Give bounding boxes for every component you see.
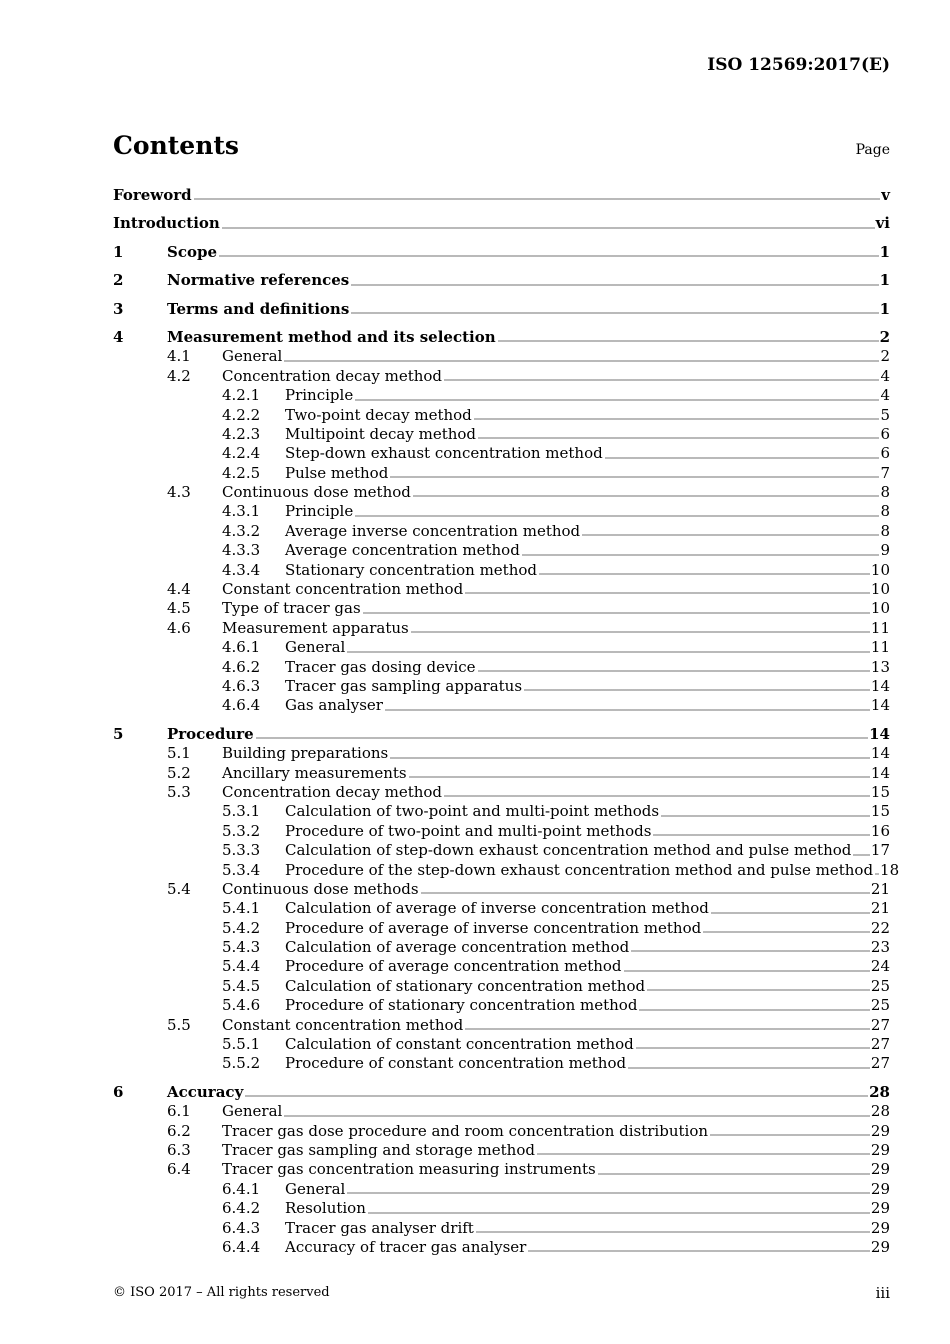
toc-entry-page: 18 [880, 860, 900, 879]
toc-entry-page: 11 [870, 638, 890, 657]
toc-entry[interactable] [113, 977, 890, 996]
toc-entry-number: 4.6.1 [222, 638, 261, 657]
toc-entry[interactable] [113, 638, 890, 657]
toc-leader-dots [284, 350, 879, 362]
toc-leader-dots [636, 1037, 870, 1049]
toc-entry-page: 25 [870, 976, 890, 995]
toc-entry-page: 11 [870, 618, 890, 637]
toc-entry[interactable] [113, 696, 890, 715]
toc-entry-page: 14 [870, 696, 890, 715]
toc-entry-page: 29 [870, 1179, 890, 1198]
toc-entry-number: 5.5 [167, 1015, 191, 1034]
toc-leader-dots [385, 699, 870, 711]
toc-entry-page: 2 [879, 327, 890, 346]
toc-entry-page: 28 [870, 1102, 890, 1121]
toc-entry-title: Building preparations [222, 744, 389, 763]
toc-entry-page: 4 [880, 366, 890, 385]
toc-entry[interactable] [113, 744, 890, 763]
toc-leader-dots [194, 188, 881, 200]
toc-entry-page: v [881, 186, 890, 204]
toc-leader-dots [476, 1221, 870, 1233]
toc-entry[interactable] [113, 1219, 890, 1238]
toc-leader-dots [522, 544, 880, 556]
toc-leader-dots [582, 524, 879, 536]
toc-leader-dots [653, 824, 869, 836]
toc-leader-dots [347, 641, 870, 653]
toc-entry-title: Constant concentration method [222, 1015, 464, 1034]
toc-entry[interactable] [113, 580, 890, 599]
toc-entry[interactable] [113, 1141, 890, 1160]
toc-leader-dots [661, 805, 870, 817]
toc-entry-number: 5.3.1 [222, 802, 261, 821]
toc-entry-number: 5.4.4 [222, 957, 261, 976]
toc-entry-title: Foreword [113, 186, 192, 204]
toc-leader-dots [703, 921, 870, 933]
toc-entry-title: Measurement method and its selection [167, 327, 496, 346]
toc-leader-dots [605, 447, 880, 459]
toc-entry-number: 4.2.5 [222, 463, 261, 482]
toc-entry-page: 14 [870, 676, 890, 695]
document-header-id: ISO 12569:2017(E) [707, 55, 890, 75]
toc-entry-number: 4.6.4 [222, 696, 261, 715]
toc-entry-page: 4 [880, 386, 890, 405]
toc-leader-dots [710, 1124, 870, 1136]
toc-entry-title: Procedure [167, 724, 254, 743]
toc-entry-title: Principle [285, 386, 354, 405]
toc-entry-number: 4.2 [167, 366, 191, 385]
toc-entry-page: 6 [880, 424, 890, 443]
toc-entry[interactable] [113, 1054, 890, 1073]
toc-entry[interactable] [113, 243, 890, 262]
toc-entry-title: General [222, 1102, 283, 1121]
toc-entry[interactable] [113, 541, 890, 560]
toc-entry-title: Multipoint decay method [285, 424, 477, 443]
toc-entry-number: 4.6 [167, 618, 191, 637]
toc-leader-dots [465, 582, 870, 594]
toc-entry[interactable] [113, 1199, 890, 1218]
contents-title: Contents [113, 131, 240, 160]
toc-entry-page: 15 [870, 802, 890, 821]
page-column-label: Page [855, 142, 890, 158]
toc-entry-page: 1 [879, 242, 890, 261]
toc-entry-number: 5.2 [167, 763, 191, 782]
toc-entry-number: 2 [113, 271, 124, 290]
toc-entry-number: 6.4 [167, 1160, 191, 1179]
toc-entry-number: 5.4.2 [222, 918, 261, 937]
toc-entry-number: 5.3.2 [222, 821, 261, 840]
toc-entry-number: 5.1 [167, 744, 191, 763]
toc-entry-title: Accuracy [167, 1082, 244, 1101]
toc-entry[interactable] [113, 1083, 890, 1102]
toc-entry-title: Introduction [113, 214, 220, 233]
toc-leader-dots [628, 1057, 870, 1069]
toc-entry-number: 6.2 [167, 1121, 191, 1140]
toc-entry-title: Calculation of two-point and multi-point methods [285, 802, 660, 821]
toc-entry-title: Procedure of average concentration method [285, 957, 622, 976]
toc-leader-dots [363, 602, 870, 614]
toc-entry[interactable] [113, 1160, 890, 1179]
toc-entry-page: 14 [869, 724, 890, 743]
toc-entry-page: 29 [870, 1237, 890, 1256]
toc-entry[interactable] [113, 899, 890, 918]
toc-entry[interactable] [113, 802, 890, 821]
toc-entry-title: Tracer gas concentration measuring instruments [222, 1160, 596, 1179]
toc-entry-number: 5.4.6 [222, 996, 261, 1015]
toc-entry-title: Average inverse concentration method [285, 521, 581, 540]
toc-leader-dots [351, 302, 878, 314]
toc-entry-title: Tracer gas sampling and storage method [222, 1140, 535, 1159]
toc-entry-title: Tracer gas sampling apparatus [285, 676, 523, 695]
toc-entry-title: Procedure of stationary concentration method [285, 996, 638, 1015]
toc-entry-page: vi [875, 214, 890, 233]
toc-entry-number: 4.2.4 [222, 444, 261, 463]
toc-entry[interactable] [113, 764, 890, 783]
toc-leader-dots [598, 1163, 870, 1175]
toc-entry-number: 4.3 [167, 483, 191, 502]
toc-entry[interactable] [113, 919, 890, 938]
toc-entry-page: 8 [880, 502, 890, 521]
toc-entry[interactable] [113, 425, 890, 444]
toc-entry-title: Calculation of average concentration method [285, 938, 630, 957]
toc-leader-dots [245, 1085, 868, 1097]
toc-entry[interactable] [113, 996, 890, 1015]
toc-entry-number: 5.5.1 [222, 1035, 261, 1054]
toc-leader-dots [390, 747, 870, 759]
toc-entry-page: 29 [870, 1121, 890, 1140]
table-of-contents [113, 186, 900, 1257]
toc-entry-page: 29 [870, 1199, 890, 1218]
toc-entry-page: 2 [880, 347, 890, 366]
toc-leader-dots [347, 1182, 870, 1194]
toc-entry-number: 6.4.3 [222, 1218, 261, 1237]
toc-entry-page: 13 [870, 657, 890, 676]
toc-entry[interactable] [113, 300, 890, 319]
toc-leader-dots [411, 621, 870, 633]
toc-leader-dots [444, 369, 879, 381]
toc-entry-title: Step-down exhaust concentration method [285, 444, 603, 463]
toc-leader-dots [498, 330, 879, 342]
toc-entry-number: 5.4.3 [222, 938, 261, 957]
toc-entry-page: 10 [870, 599, 890, 618]
toc-entry-page: 5 [880, 405, 890, 424]
toc-leader-dots [524, 679, 870, 691]
toc-entry[interactable] [113, 483, 890, 502]
toc-entry[interactable] [113, 386, 890, 405]
toc-entry-title: Continuous dose methods [222, 879, 419, 898]
toc-entry-number: 4.2.3 [222, 424, 261, 443]
toc-entry[interactable] [113, 658, 890, 677]
toc-entry[interactable] [113, 464, 890, 483]
toc-entry-title: Gas analyser [285, 696, 383, 715]
toc-entry-title: General [285, 1179, 346, 1198]
toc-entry-title: Procedure of the step-down exhaust concentration method and pulse method [285, 860, 874, 879]
toc-entry-number: 4.4 [167, 580, 191, 599]
toc-entry-page: 29 [870, 1160, 890, 1179]
toc-leader-dots [853, 844, 870, 856]
toc-leader-dots [537, 1143, 870, 1155]
toc-entry-number: 4.3.2 [222, 521, 261, 540]
toc-entry-page: 9 [880, 541, 890, 560]
toc-entry-title: Average concentration method [285, 541, 520, 560]
toc-entry-title: Measurement apparatus [222, 618, 409, 637]
toc-leader-dots [284, 1105, 870, 1117]
toc-leader-dots [351, 274, 878, 286]
toc-entry[interactable] [113, 561, 890, 580]
toc-leader-dots [647, 979, 870, 991]
toc-leader-dots [368, 1202, 870, 1214]
toc-entry-number: 5.4.5 [222, 976, 261, 995]
toc-entry-title: Scope [167, 242, 218, 261]
toc-entry-number: 4.3.4 [222, 560, 261, 579]
toc-entry[interactable] [113, 1016, 890, 1035]
toc-entry[interactable] [113, 214, 890, 233]
toc-leader-dots [413, 485, 880, 497]
toc-entry-number: 6.4.1 [222, 1179, 261, 1198]
toc-leader-dots [711, 902, 870, 914]
toc-entry-number: 6.4.2 [222, 1199, 261, 1218]
toc-entry[interactable] [113, 1238, 890, 1257]
toc-entry-title: Procedure of constant concentration method [285, 1054, 627, 1073]
toc-entry-page: 10 [870, 580, 890, 599]
toc-entry-page: 27 [870, 1015, 890, 1034]
toc-entry-number: 5.4.1 [222, 899, 261, 918]
toc-entry-title: Procedure of average of inverse concentration method [285, 918, 702, 937]
toc-entry[interactable] [113, 406, 890, 425]
toc-leader-dots [219, 245, 879, 257]
toc-leader-dots [528, 1240, 870, 1252]
toc-entry[interactable] [113, 822, 890, 841]
toc-entry-page: 14 [870, 744, 890, 763]
toc-entry-title: Calculation of constant concentration method [285, 1035, 634, 1054]
toc-entry[interactable] [113, 347, 890, 366]
toc-entry-number: 4.3.1 [222, 502, 261, 521]
toc-leader-dots [639, 999, 869, 1011]
toc-entry[interactable] [113, 725, 890, 744]
toc-entry-number: 5.3 [167, 782, 191, 801]
toc-entry-page: 21 [870, 879, 890, 898]
toc-entry-page: 7 [880, 463, 890, 482]
toc-entry[interactable] [113, 1035, 890, 1054]
toc-entry[interactable] [113, 880, 890, 899]
toc-entry-page: 10 [870, 560, 890, 579]
toc-entry-number: 4.6.3 [222, 676, 261, 695]
toc-entry-number: 4.2.1 [222, 386, 261, 405]
toc-entry-number: 4.5 [167, 599, 191, 618]
toc-entry[interactable] [113, 522, 890, 541]
toc-entry[interactable] [113, 957, 890, 976]
toc-entry[interactable] [113, 677, 890, 696]
toc-leader-dots [409, 766, 870, 778]
toc-entry-number: 4.2.2 [222, 405, 261, 424]
toc-entry[interactable] [113, 1180, 890, 1199]
toc-entry-page: 22 [870, 918, 890, 937]
toc-entry-title: Constant concentration method [222, 580, 464, 599]
toc-entry-number: 6.4.4 [222, 1237, 261, 1256]
toc-entry[interactable] [113, 367, 890, 386]
toc-entry-page: 16 [870, 821, 890, 840]
toc-leader-dots [444, 785, 870, 797]
toc-entry[interactable] [113, 599, 890, 618]
toc-entry-number: 4.1 [167, 347, 191, 366]
toc-entry-page: 29 [870, 1218, 890, 1237]
toc-leader-dots [355, 389, 879, 401]
toc-leader-dots [465, 1018, 870, 1030]
toc-entry-page: 15 [870, 782, 890, 801]
toc-entry[interactable] [113, 841, 890, 860]
toc-entry-number: 4.6.2 [222, 657, 261, 676]
toc-leader-dots [631, 940, 870, 952]
toc-entry-title: Accuracy of tracer gas analyser [285, 1237, 527, 1256]
toc-entry-title: General [285, 638, 346, 657]
toc-entry-title: Resolution [285, 1199, 366, 1218]
toc-entry-page: 6 [880, 444, 890, 463]
toc-entry-number: 6.1 [167, 1102, 191, 1121]
toc-entry-number: 5.5.2 [222, 1054, 261, 1073]
toc-leader-dots [624, 960, 870, 972]
toc-entry-page: 23 [870, 938, 890, 957]
toc-entry-title: Calculation of step-down exhaust concentration method and pulse method [285, 841, 852, 860]
toc-entry-number: 1 [113, 242, 124, 261]
toc-entry-title: Procedure of two-point and multi-point methods [285, 821, 652, 840]
toc-entry-title: Stationary concentration method [285, 560, 537, 579]
toc-entry-number: 5.3.4 [222, 860, 261, 879]
toc-entry-title: Tracer gas dosing device [285, 657, 476, 676]
toc-leader-dots [390, 466, 879, 478]
toc-entry[interactable] [113, 938, 890, 957]
footer-page-number: iii [875, 1284, 890, 1302]
toc-entry[interactable] [113, 186, 890, 205]
toc-entry-page: 28 [869, 1082, 890, 1101]
toc-entry-page: 8 [880, 483, 890, 502]
toc-entry-title: General [222, 347, 283, 366]
toc-entry-page: 27 [870, 1054, 890, 1073]
toc-entry[interactable] [113, 783, 890, 802]
toc-leader-dots [222, 217, 875, 229]
toc-entry-number: 6 [113, 1082, 124, 1101]
toc-entry[interactable] [113, 619, 890, 638]
toc-entry-number: 4 [113, 327, 124, 346]
toc-entry-page: 24 [870, 957, 890, 976]
toc-entry-title: Principle [285, 502, 354, 521]
toc-entry-title: Continuous dose method [222, 483, 411, 502]
toc-leader-dots [539, 563, 870, 575]
toc-leader-dots [478, 660, 870, 672]
toc-entry-title: Two-point decay method [285, 405, 472, 424]
toc-entry-title: Tracer gas analyser drift [285, 1218, 474, 1237]
toc-entry-title: Concentration decay method [222, 782, 443, 801]
toc-leader-dots [256, 727, 868, 739]
toc-entry-page: 21 [870, 899, 890, 918]
toc-entry-page: 8 [880, 521, 890, 540]
toc-entry-number: 5.3.3 [222, 841, 261, 860]
toc-entry[interactable] [113, 328, 890, 347]
toc-entry-title: Type of tracer gas [222, 599, 361, 618]
toc-entry-title: Pulse method [285, 463, 389, 482]
toc-entry-page: 14 [870, 763, 890, 782]
toc-entry[interactable] [113, 1122, 890, 1141]
toc-entry-title: Tracer gas dose procedure and room concentration distribution [222, 1121, 709, 1140]
footer-copyright: © ISO 2017 – All rights reserved [113, 1285, 330, 1300]
toc-entry-number: 5 [113, 724, 124, 743]
toc-entry-page: 17 [870, 841, 890, 860]
toc-entry-number: 5.4 [167, 879, 191, 898]
toc-entry-title: Terms and definitions [167, 299, 350, 318]
toc-entry[interactable] [113, 271, 890, 290]
toc-entry-title: Concentration decay method [222, 366, 443, 385]
toc-entry-page: 25 [870, 996, 890, 1015]
toc-leader-dots [355, 505, 879, 517]
toc-entry-title: Normative references [167, 271, 350, 290]
toc-entry[interactable] [113, 860, 900, 880]
toc-entry-page: 1 [879, 271, 890, 290]
toc-entry[interactable] [113, 502, 890, 521]
toc-entry-page: 27 [870, 1035, 890, 1054]
toc-entry-title: Ancillary measurements [222, 763, 407, 782]
toc-entry[interactable] [113, 444, 890, 463]
toc-entry-page: 1 [879, 299, 890, 318]
toc-entry[interactable] [113, 1102, 890, 1121]
toc-entry-number: 6.3 [167, 1140, 191, 1159]
toc-entry-number: 4.3.3 [222, 541, 261, 560]
toc-entry-page: 29 [870, 1140, 890, 1159]
toc-entry-title: Calculation of stationary concentration method [285, 976, 646, 995]
toc-leader-dots [478, 427, 879, 439]
toc-entry-title: Calculation of average of inverse concentration method [285, 899, 709, 918]
toc-leader-dots [421, 882, 870, 894]
toc-entry-number: 3 [113, 299, 124, 318]
toc-leader-dots [474, 408, 880, 420]
